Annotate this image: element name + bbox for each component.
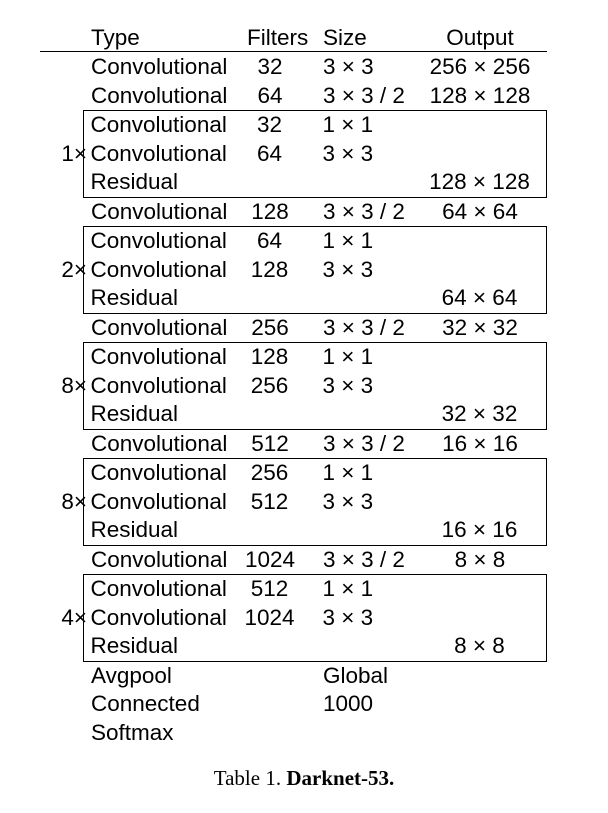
layer-type: Residual bbox=[90, 401, 179, 426]
table-row bbox=[84, 227, 546, 256]
layer-output: 64 × 64 bbox=[442, 198, 518, 224]
table-row bbox=[61, 488, 546, 517]
layer-type: Convolutional bbox=[90, 372, 227, 398]
layer-type: Residual bbox=[90, 169, 179, 194]
layer-type: Convolutional bbox=[91, 198, 228, 224]
layer-size: Global bbox=[323, 662, 389, 688]
layer-size: 1 × 1 bbox=[322, 576, 374, 601]
layer-type: Convolutional bbox=[91, 314, 228, 340]
layer-output: 32 × 32 bbox=[441, 401, 518, 426]
layer-output: 128 × 128 bbox=[429, 169, 530, 194]
header-size: Size bbox=[323, 25, 367, 50]
table-row bbox=[84, 343, 546, 372]
layer-type: Residual bbox=[90, 285, 179, 310]
layer-filters: 512 bbox=[251, 430, 289, 456]
layer-output: 16 × 16 bbox=[442, 430, 518, 456]
layer-size: 1 × 1 bbox=[322, 344, 374, 369]
layer-filters: 64 bbox=[256, 140, 283, 166]
layer-type: Convolutional bbox=[90, 256, 227, 282]
layer-type: Convolutional bbox=[90, 140, 227, 166]
table-row bbox=[84, 575, 546, 604]
layer-size: 3 × 3 / 2 bbox=[323, 546, 405, 572]
table-row bbox=[84, 168, 546, 197]
layer-output: 64 × 64 bbox=[441, 285, 518, 310]
layer-type: Convolutional bbox=[90, 228, 227, 253]
layer-filters: 128 bbox=[251, 198, 289, 224]
layer-filters: 64 bbox=[257, 82, 283, 108]
table-body bbox=[40, 53, 547, 747]
layer-type: Convolutional bbox=[90, 344, 227, 369]
layer-size: 1 × 1 bbox=[322, 228, 374, 253]
table-row bbox=[40, 719, 547, 748]
residual-block bbox=[61, 110, 547, 198]
layer-size: 3 × 3 bbox=[322, 604, 374, 630]
layer-filters: 256 bbox=[251, 314, 289, 340]
residual-block bbox=[61, 226, 547, 314]
block-multiplier: 1× bbox=[61, 140, 87, 166]
residual-block bbox=[61, 342, 547, 430]
layer-filters: 1024 bbox=[244, 546, 296, 572]
layer-type: Convolutional bbox=[91, 546, 228, 572]
table-row bbox=[40, 430, 547, 459]
layer-size: 3 × 3 bbox=[322, 140, 374, 166]
layer-output: 256 × 256 bbox=[429, 54, 531, 79]
layer-type: Residual bbox=[90, 517, 179, 542]
block-multiplier: 4× bbox=[61, 604, 87, 630]
table-row bbox=[84, 400, 546, 429]
layer-type: Convolutional bbox=[90, 576, 227, 601]
layer-output: 32 × 32 bbox=[442, 314, 518, 340]
caption-label: Table 1. bbox=[213, 766, 282, 790]
layer-output: 8 × 8 bbox=[454, 546, 506, 572]
layer-filters: 32 bbox=[256, 112, 283, 137]
layer-output: 8 × 8 bbox=[454, 633, 505, 658]
layer-type: Convolutional bbox=[90, 112, 227, 137]
layer-size: 3 × 3 bbox=[322, 372, 374, 398]
block-multiplier: 8× bbox=[61, 372, 87, 398]
table-caption bbox=[0, 766, 608, 791]
layer-size: 1000 bbox=[323, 691, 374, 716]
layer-size: 3 × 3 bbox=[322, 488, 374, 514]
block-multiplier: 2× bbox=[61, 256, 87, 282]
layer-filters: 512 bbox=[250, 488, 289, 514]
layer-output: 16 × 16 bbox=[441, 517, 518, 542]
table-row bbox=[84, 632, 546, 661]
table-row bbox=[61, 604, 546, 633]
layer-type: Convolutional bbox=[91, 430, 228, 456]
layer-size: 3 × 3 / 2 bbox=[323, 82, 405, 108]
table-row bbox=[84, 516, 546, 545]
layer-size: 1 × 1 bbox=[322, 112, 374, 137]
layer-type: Convolutional bbox=[90, 604, 227, 630]
table-row bbox=[40, 198, 547, 227]
table-row bbox=[40, 53, 547, 82]
header-filters: Filters bbox=[247, 25, 309, 50]
layer-type: Convolutional bbox=[91, 82, 228, 108]
block-multiplier: 8× bbox=[61, 488, 87, 514]
table-row bbox=[40, 546, 547, 575]
layer-type: Convolutional bbox=[91, 54, 228, 79]
caption-title: Darknet-53. bbox=[286, 766, 395, 790]
header-type: Type bbox=[91, 25, 140, 50]
table-row bbox=[61, 256, 546, 285]
layer-type: Convolutional bbox=[90, 460, 227, 485]
table-row bbox=[84, 284, 546, 313]
layer-type: Connected bbox=[91, 691, 200, 716]
layer-size: 3 × 3 / 2 bbox=[323, 198, 405, 224]
table-row bbox=[61, 140, 546, 169]
layer-size: 3 × 3 / 2 bbox=[323, 430, 405, 456]
residual-block bbox=[61, 574, 547, 662]
layer-filters: 512 bbox=[250, 576, 289, 601]
layer-type: Convolutional bbox=[90, 488, 227, 514]
layer-filters: 128 bbox=[250, 256, 289, 282]
table-row bbox=[84, 111, 546, 140]
table-header-row bbox=[40, 24, 547, 52]
layer-size: 1 × 1 bbox=[322, 460, 374, 485]
table-row bbox=[61, 372, 546, 401]
table-row bbox=[84, 459, 546, 488]
layer-filters: 64 bbox=[256, 228, 283, 253]
darknet53-table bbox=[40, 24, 547, 747]
layer-type: Softmax bbox=[91, 719, 174, 745]
table-row bbox=[40, 314, 547, 343]
layer-filters: 256 bbox=[250, 372, 289, 398]
header-output: Output bbox=[446, 25, 514, 50]
layer-size: 3 × 3 bbox=[322, 256, 374, 282]
layer-filters: 128 bbox=[250, 344, 289, 369]
table-row bbox=[40, 82, 547, 111]
layer-filters: 256 bbox=[250, 460, 289, 485]
layer-type: Residual bbox=[90, 633, 179, 658]
residual-block bbox=[61, 458, 547, 546]
layer-type: Avgpool bbox=[91, 662, 172, 688]
layer-output: 128 × 128 bbox=[429, 82, 531, 108]
layer-size: 3 × 3 / 2 bbox=[323, 314, 405, 340]
layer-filters: 1024 bbox=[244, 604, 295, 630]
table-row bbox=[40, 690, 547, 719]
layer-size: 3 × 3 bbox=[323, 54, 374, 79]
layer-filters: 32 bbox=[257, 54, 283, 79]
table-row bbox=[40, 662, 547, 691]
